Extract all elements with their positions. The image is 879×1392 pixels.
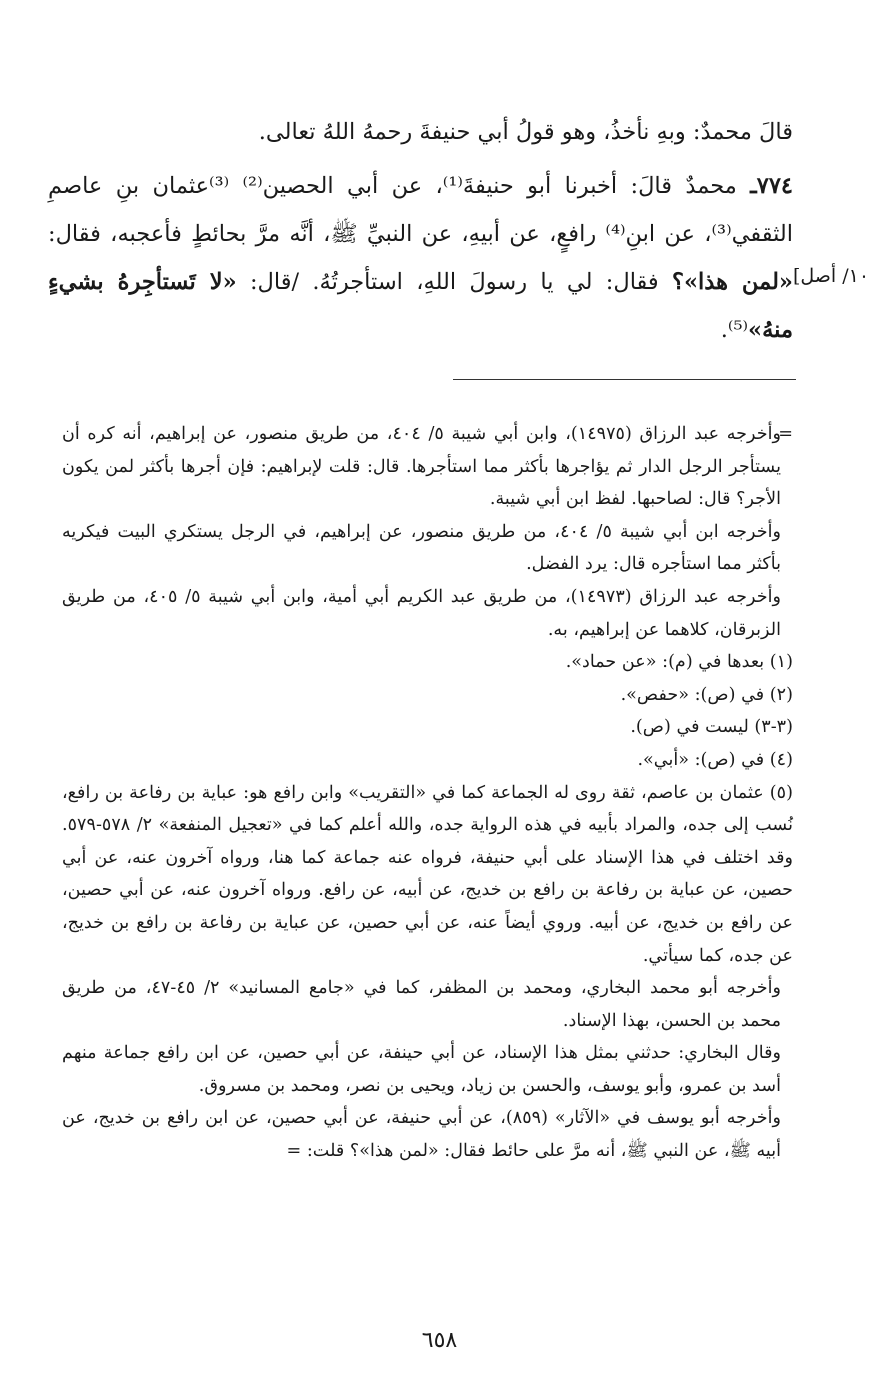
continuation-mark: = <box>778 424 794 444</box>
hadith-paragraph <box>48 162 793 354</box>
continuation-para-3: وأخرجه عبد الرزاق (١٤٩٧٣)، من طريق عبد الكريم أبي أمية، وابن أبي شيبة ٥/ ٤٠٥، من طريق الزبرقان، كلاهما عن إبراهيم، به. <box>62 586 781 640</box>
footnote-5: (٥) عثمان بن عاصم، ثقة روى له الجماعة كما في «التقريب» وابن رافع هو: عباية بن رفاعة بن رافع، نُسب إلى جده، والمراد بأبيه في هذه الرواية جده، والله أعلم كما في «تعجيل المنفعة» ٢/ ٥٧٨-٥٧٩. وقد اختلف في هذا الإسناد على أبي حنيفة، فرواه عنه جماعة كما هنا، ورواه آخرون عنه، عن أبي حصين، عن عباية بن رفاعة بن رافع بن خديج، عن أبيه، عن رافع. ورواه آخرون عنه، عن أبي حصين، عن رافع بن خديج، عن أبيه. وروي أيضاً عنه، عن أبي حصين، عن عباية بن رفاعة بن رافع بن خديج، عن جده، كما سيأتي. <box>62 782 793 966</box>
footnote-5-para-4: وأخرجه أبو يوسف في «الآثار» (٨٥٩)، عن أبي حنيفة، عن أبي حصين، عن ابن رافع بن خديج، عن أبيه ﷺ، عن النبي ﷺ، أنه مرَّ على حائط فقال: «لمن هذا»؟ قلت: = <box>62 1108 781 1162</box>
hadith-number: ٧٧٤ـ <box>750 173 793 199</box>
footnote-1: (١) بعدها في (م): «عن حماد». <box>565 652 793 673</box>
footnote-4: (٤) في (ص): «أبي». <box>637 749 793 770</box>
continuation-para-1: وأخرجه عبد الرزاق (١٤٩٧٥)، وابن أبي شيبة ٥/ ٤٠٤، من طريق منصور، عن إبراهيم، أنه كره أن يستأجر الرجل الدار ثم يؤاجرها بأكثر مما استأجرها. قال: قلت لإبراهيم: فإن أجرها بأكثر لمن يكون الأجر؟ قال: لصاحبها. لفظ ابن أبي شيبة. <box>62 424 782 510</box>
footnotes <box>62 418 793 1168</box>
footnote-separator <box>453 379 796 380</box>
hadith-text-2: فقال: لي يا رسولَ اللهِ، استأجرتُهُ. /قال: <box>249 269 659 295</box>
page-number: ٦٥٨ <box>421 1328 458 1353</box>
margin-note: ١٠/ أصل] <box>793 265 870 287</box>
hadith-quote-1: «لمن هذا»؟ <box>672 269 793 295</box>
hadith-quote-2: «لا تَستأجِرهُ بشيءٍ منهُ» <box>48 269 793 343</box>
hadith-footnote-ref: ⁽⁵⁾. <box>720 317 749 343</box>
main-text <box>48 108 793 354</box>
footnote-3: (٣-٣) ليست في (ص). <box>630 717 793 738</box>
footnote-5-para-3: وقال البخاري: حدثني بمثل هذا الإسناد، عن أبي حينفة، عن أبي حصين، عن ابن رافع جماعة منهم أسد بن عمرو، وأبو يوسف، والحسن بن زياد، ويحيى بن نصر، ومحمد بن مسروق. <box>62 1043 781 1096</box>
footnote-continuation <box>62 418 793 516</box>
opening-line: قالَ محمدٌ: وبهِ نأخذُ، وهو قولُ أبي حنيفةَ رحمهُ اللهُ تعالى. <box>258 119 793 145</box>
footnote-2: (٢) في (ص): «حفص». <box>620 684 793 705</box>
continuation-para-2: وأخرجه ابن أبي شيبة ٥/ ٤٠٤، من طريق منصور، عن إبراهيم، في الرجل يستكري البيت فيكريه بأكثر مما استأجره قال: يرد الفضل. <box>62 521 781 575</box>
hadith-text-1: محمدٌ قالَ: أخبرنا أبو حنيفةَ⁽¹⁾، عن أبي الحصين⁽²⁾ ⁽³⁾عثمان بنِ عاصمِ الثقفي⁽³⁾، عن ابنِ⁽⁴⁾ رافعٍ، عن أبيهِ، عن النبيِّ ﷺ، أنَّه مرَّ بحائطٍ فأعجبه، فقال: <box>48 173 794 247</box>
footnote-5-para-2: وأخرجه أبو محمد البخاري، ومحمد بن المظفر، كما في «جامع المسانيد» ٢/ ٤٥-٤٧، من طريق محمد بن الحسن، بهذا الإسناد. <box>62 978 781 1031</box>
